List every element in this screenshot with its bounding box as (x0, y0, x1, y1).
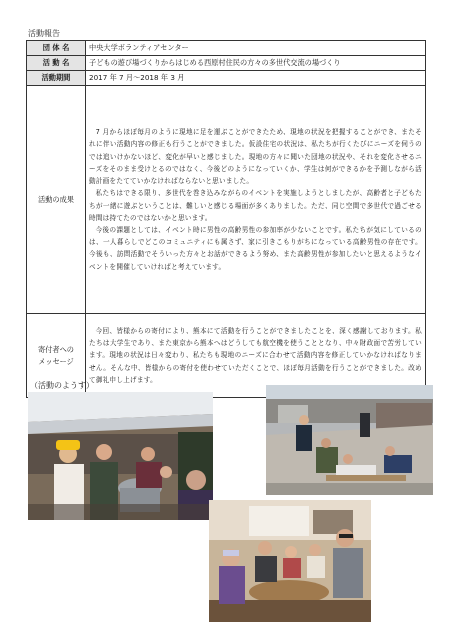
activity-label: 活 動 名 (27, 56, 86, 71)
photo-cooking (28, 392, 213, 520)
org-label: 団 体 名 (27, 41, 86, 56)
results-paragraph-1: 7 月からほぼ毎月のように現地に足を運ぶことができたため、現地の状況を把握することができ、またそれに伴い活動内容の修正も行うことができました。仮設住宅の状況は、私たちが行くたびにニーズを伺うのでは追いけかないほど、変化が早いと感じました。現地の方々に聞いた団地の状況や、それを変化させるニーズをそのまま受けとるのではなく、今後どのようになっていくか、学生は何ができるかを予測しながら活動計画をたてていかなければならないと思いました。 (89, 128, 422, 186)
message-paragraph-1: 今回、皆様からの寄付により、熊本にて活動を行うことができましたことを、深く感謝しております。私たちは大学生であり、また東京から熊本へはどうしても航空機を使うこととなり、中々財政面で苦労しています。現地の状況は日々変わり、私たちも現地のニーズに合わせて活動内容を修正していかなければなりません。そんな中、皆様からの寄付を使わせていただくことで、ほぼ毎月活動を行うことができました。改めて御礼申し上げます。 (89, 326, 422, 384)
period-label: 活動期間 (27, 71, 86, 86)
report-table (26, 40, 426, 398)
org-value: 中央大学ボランティアセンター (86, 41, 426, 56)
results-body (86, 86, 426, 314)
activity-value: 子どもの遊び場づくりからはじめる西原村住民の方々の多世代交流の場づくり (86, 56, 426, 71)
org-row (27, 41, 426, 56)
results-label: 活動の成果 (27, 86, 86, 314)
photos-caption: （活動のようす） (30, 381, 94, 390)
message-label: 寄付者への メッセージ (27, 314, 86, 398)
report-heading: 活動報告 (28, 29, 60, 38)
period-value: 2017 年 7 月～2018 年 3 月 (86, 71, 426, 86)
photo-indoor-gathering (209, 500, 371, 622)
results-paragraph-3: 今後の課題としては、イベント時に男性の高齢男性の参加率が少ないことです。私たちが気にしているのは、一人暮らしでどこのコミュニティにも属さず、家に引きこもりがちになっている高齢男性の存在です。今後も、訪問活動でそういった方々とお話ができるよう努め、また高齢男性が参加したいと思えるようなイベントを開催していければと考えています。 (89, 225, 422, 271)
period-row (27, 71, 426, 86)
photo-cooking-image (28, 392, 213, 520)
activity-row (27, 56, 426, 71)
photo-outdoor-work-image (266, 385, 433, 495)
results-row (27, 86, 426, 314)
results-paragraph-2: 私たちはできる限り、多世代を巻き込みながらのイベントを実施しようとしましたが、高齢者と子どもたちが一緒に遊ぶということは、難しいと感じる場面が多くありました。ただ、同じ空間で多世代で過ごせる時間は持てたのではないかと思います。 (89, 189, 422, 222)
photo-outdoor-work (266, 385, 433, 495)
photo-indoor-gathering-image (209, 500, 371, 622)
